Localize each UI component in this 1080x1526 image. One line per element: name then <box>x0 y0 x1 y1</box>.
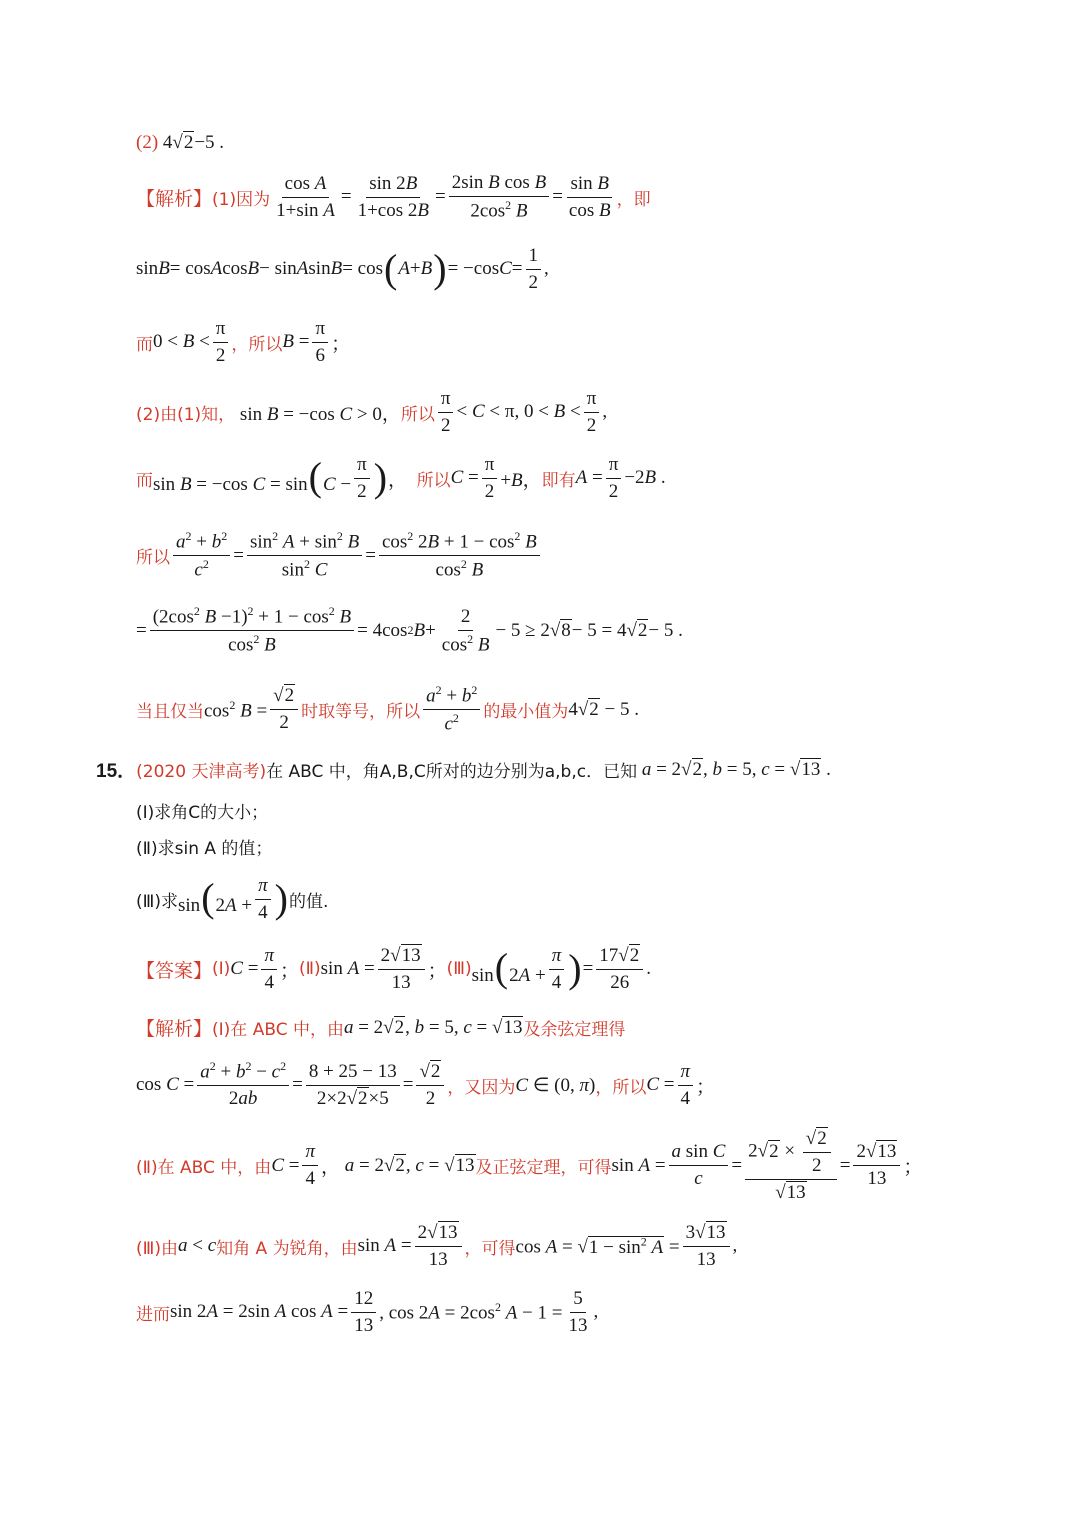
analysis-line-1: 【解析】 (1)因为 cos A 1+sin A = sin 2B 1+cos 2B = 2sin B cos B $2\cos^2$ B = sin B cos B ，即 <box>136 172 651 222</box>
analysis-line-2: sin B = cos A cos B − sin A sin B = cos ( A + B ) = −cos C = 1 2 , <box>136 245 549 293</box>
analysis-line-3: 而 0 < B < π 2 ，所以 B = $\frac{\pi}{6}$ ； <box>136 318 351 366</box>
part-3: (Ⅲ)求 sin(2A + $\frac{\pi}{4}$ ) 的值. <box>136 874 329 923</box>
analysis15-line-5: 进而 sin 2A = 2sin A cos A = $\frac{12}{13}$ , $\cos 2A = 2\cos^2$ A − 1 = $\frac{5}{13}$ , <box>136 1288 599 1336</box>
part-2: (Ⅱ)求sin A 的值； <box>136 839 273 859</box>
answer-part2: (2) 4√2−5 . <box>136 132 225 153</box>
part-1: (Ⅰ)求角C的大小； <box>136 803 269 823</box>
analysis-line-4: (2)由(1)知， sin B = −cos C > 0， 所以 π 2 < C < π, 0 < B < π 2 , <box>136 388 608 436</box>
analysis-label: 【解析】 <box>136 188 213 210</box>
analysis15-line-1: 【解析】 (Ⅰ)在 ABC 中，由 a = 2√2, b = 5, c = √13 及余弦定理得 <box>136 1016 626 1040</box>
analysis-line-6: 所以 $a^2 + b^2$ $c^2$ = $\sin^2 A + \sin^2 B$ $\sin^2 C$ = $\cos^2 2B + 1 - \cos^2 B$ $\cos^2 B$ <box>136 530 543 581</box>
answer-line: 【答案】 (Ⅰ) C = $\frac{\pi}{4}$ ； (Ⅱ) sin A = $\frac{2√13}{13}$ ； (Ⅲ) sin(2A + $\frac{\pi}{4}$ ) = 17√2 26 . <box>136 944 651 993</box>
analysis15-line-4: (Ⅲ)由 a < c 知角 A 为锐角，由 sin A = $\frac{2√13}{13}$ ，可得 $\cos A = √1 - \sin^2 A$ = $\frac{3√13}{13}$ , <box>136 1222 738 1270</box>
analysis15-line-3: (Ⅱ)在 ABC 中，由 C = $\frac{\pi}{4}$ ， a = 2√2, c = √13 及正弦定理，可得 sin A = $\frac{\text{a sin C}}{c}$ = 2√2 × $\frac{√2}{2}$ √13 = 2√13 13 ； <box>136 1128 923 1203</box>
analysis-line-7: = ($2\cos^2$ $B -1)^2 + 1 - \cos^2 B$ $\cos^2 B$ = 4cos 2 B + 2 $\cos^2 B$ − 5 ≥ 2√ 8 − 5 = 4√ 2 − 5 . <box>136 604 683 656</box>
analysis-line-8: 当且仅当 $\cos^2 B$ = $\frac{√2}{2}$ 时取等号，所以 $a^2 + b^2$ $c^2$ 的最小值为 4√2 − 5 . <box>136 683 639 735</box>
analysis15-line-2: cos C = $\frac{a^2 + b^2 - c^2}{2ab}$ = 8 + 25 − 13 2×2√2×5 = √2 2 ，又因为 C ∈ (0, π) ，所以 C = $\frac{\pi}{4}$ ； <box>136 1059 716 1110</box>
problem-15-stem: 15． (2020 天津高考) 在 ABC 中，角A,B,C所对的边分别为a,b,c．已知 a = 2√2, b = 5, c = √13 . <box>96 758 831 782</box>
analysis-line-5: 而 sin B = −cos C = sin(C − $\frac{\pi}{2}$ ) ， 所以 C = $\frac{\pi}{2}$ +B， 即有 A = $\frac{\pi}{2}$ −2B . <box>136 453 666 502</box>
